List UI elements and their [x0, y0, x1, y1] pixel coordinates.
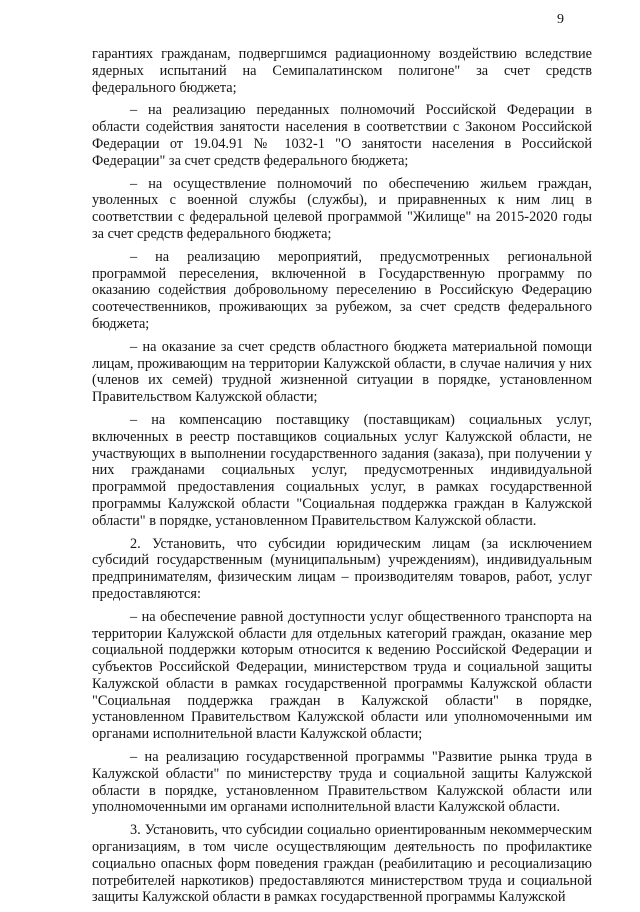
paragraph-employment-assistance: – на реализацию переданных полномочий Российской Федерации в области содействия занятости населения в соответствии с Законом Российской Федерации от 19.04.91 № 1032-1 "О занятости населения в Российской Федерации" за счет средств федерального бюджета; [92, 102, 592, 169]
paragraph-resettlement-program: – на реализацию мероприятий, предусмотренных региональной программой переселения, включенной в Государственную программу по оказанию содействия добровольному переселению в Российскую Федерацию соотечественников, проживающих за рубежом, за счет средств федерального бюджета; [92, 248, 592, 332]
paragraph-public-transport: – на обеспечение равной доступности услуг общественного транспорта на территории Калужской области для отдельных категорий граждан, оказание мер социальной поддержки которым относится к ведению Российской Федерации и субъектов Российской Федерации, министерством труда и социальной защиты Калужской области в рамках государственной программы Калужской области "Социальная поддержка граждан в Калужской области" в порядке, установленном Правительством Калужской области или уполномоченными им органами исполнительной власти Калужской области; [92, 608, 592, 743]
paragraph-labor-market: – на реализацию государственной программы "Развитие рынка труда в Калужской области" по министерству труда и социальной защиты Калужской области в порядке, установленном Правительством Калужской области или уполномоченными им органами исполнительной власти Калужской области. [92, 749, 592, 816]
paragraph-social-services-compensation: – на компенсацию поставщику (поставщикам) социальных услуг, включенных в реестр поставщиков социальных услуг Калужской области, не участвующих в выполнении государственного задания (заказа), при получении у них гражданами социальных услуг, предусмотренных индивидуальной программой предоставления социальных услуг, в рамках государственной программы Калужской области "Социальная поддержка граждан в Калужской области" в порядке, установленном Правительством Калужской области. [92, 411, 592, 529]
paragraph-item-3: 3. Установить, что субсидии социально ориентированным некоммерческим организациям, в том числе осуществляющим деятельность по профилактике социально опасных форм поведения граждан (реабилитацию и ресоциализацию потребителей наркотиков) предоставляются министерством труда и социальной защиты Калужской области в рамках государственной программы Калужской [92, 822, 592, 906]
paragraph-housing-military: – на осуществление полномочий по обеспечению жильем граждан, уволенных с военной службы (службы), и приравненных к ним лиц в соответствии с федеральной целевой программой "Жилище" на 2015-2020 годы за счет средств федерального бюджета; [92, 175, 592, 242]
document-body [92, 46, 592, 912]
page-number: 9 [557, 12, 564, 27]
paragraph-item-2: 2. Установить, что субсидии юридическим лицам (за исключением субсидий государственным (муниципальным) учреждениям), индивидуальным предпринимателям, физическим лицам – производителям товаров, работ, услуг предоставляются: [92, 535, 592, 602]
paragraph-continuation: гарантиях гражданам, подвергшимся радиационному воздействию вследствие ядерных испытаний на Семипалатинском полигоне" за счет средств федерального бюджета; [92, 46, 592, 96]
paragraph-material-assistance: – на оказание за счет средств областного бюджета материальной помощи лицам, проживающим на территории Калужской области, в случае наличия у них (членов их семей) трудной жизненной ситуации в порядке, установленном Правительством Калужской области; [92, 338, 592, 406]
